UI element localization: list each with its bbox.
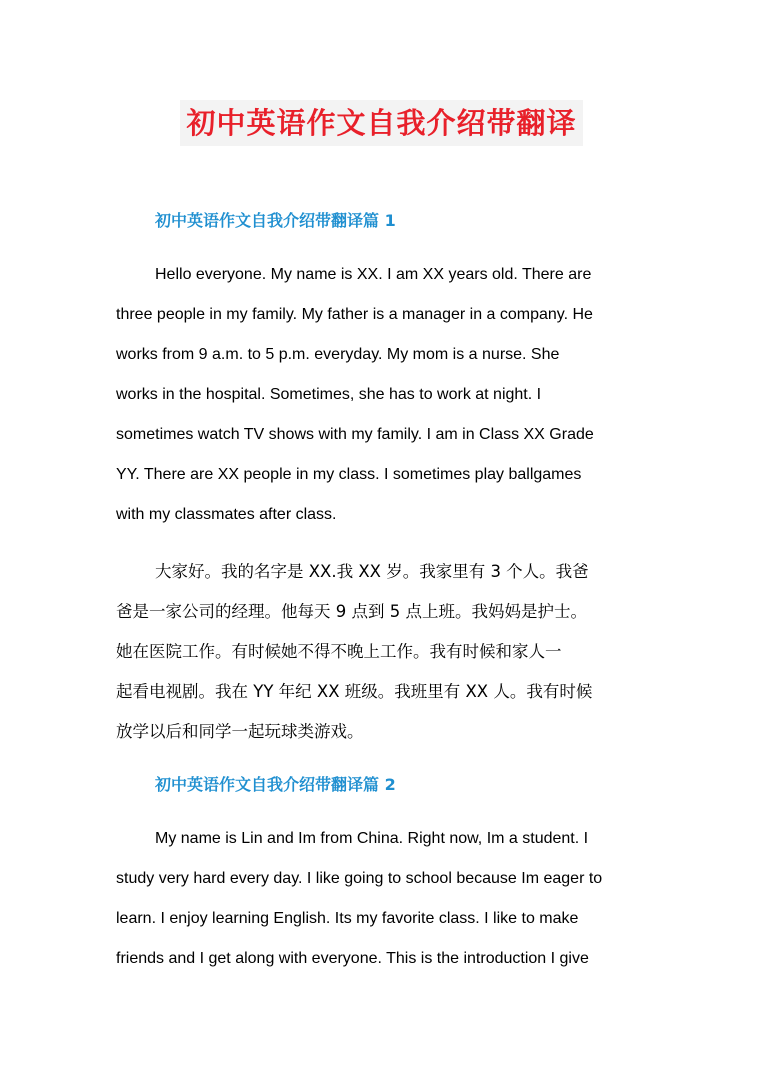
paragraph-line: Hello everyone. My name is XX. I am XX years old. There are xyxy=(155,266,592,283)
paragraph-line: 爸是一家公司的经理。他每天 9 点到 5 点上班。我妈妈是护士。 xyxy=(116,602,587,621)
section-1-english-paragraph xyxy=(116,255,652,535)
paragraph-line: 起看电视剧。我在 YY 年纪 XX 班级。我班里有 XX 人。我有时候 xyxy=(116,682,593,701)
paragraph-line: works from 9 a.m. to 5 p.m. everyday. My mom is a nurse. She xyxy=(116,346,560,363)
paragraph-line: learn. I enjoy learning English. Its my favorite class. I like to make xyxy=(116,910,579,927)
section-1-chinese-paragraph xyxy=(116,552,652,752)
paragraph-line: study very hard every day. I like going to school because Im eager to xyxy=(116,870,603,887)
paragraph-line: works in the hospital. Sometimes, she has to work at night. I xyxy=(116,386,542,403)
paragraph-line: 大家好。我的名字是 XX.我 XX 岁。我家里有 3 个人。我爸 xyxy=(155,562,589,581)
document-title-block xyxy=(0,100,763,146)
paragraph-line: three people in my family. My father is a manager in a company. He xyxy=(116,306,593,323)
document-title: 初中英语作文自我介绍带翻译 xyxy=(180,100,582,146)
paragraph-line: 放学以后和同学一起玩球类游戏。 xyxy=(116,722,364,741)
paragraph-line: YY. There are XX people in my class. I sometimes play ballgames xyxy=(116,466,582,483)
paragraph-line: sometimes watch TV shows with my family. I am in Class XX Grade xyxy=(116,426,594,443)
section-heading-2: 初中英语作文自我介绍带翻译篇 2 xyxy=(155,775,396,794)
paragraph-line: friends and I get along with everyone. This is the introduction I give xyxy=(116,950,589,967)
paragraph-line: 她在医院工作。有时候她不得不晚上工作。我有时候和家人一 xyxy=(116,642,562,661)
paragraph-line: My name is Lin and Im from China. Right now, Im a student. I xyxy=(155,830,589,847)
section-heading-1: 初中英语作文自我介绍带翻译篇 1 xyxy=(155,211,396,230)
paragraph-line: with my classmates after class. xyxy=(116,506,337,523)
section-2-english-paragraph xyxy=(116,819,652,979)
